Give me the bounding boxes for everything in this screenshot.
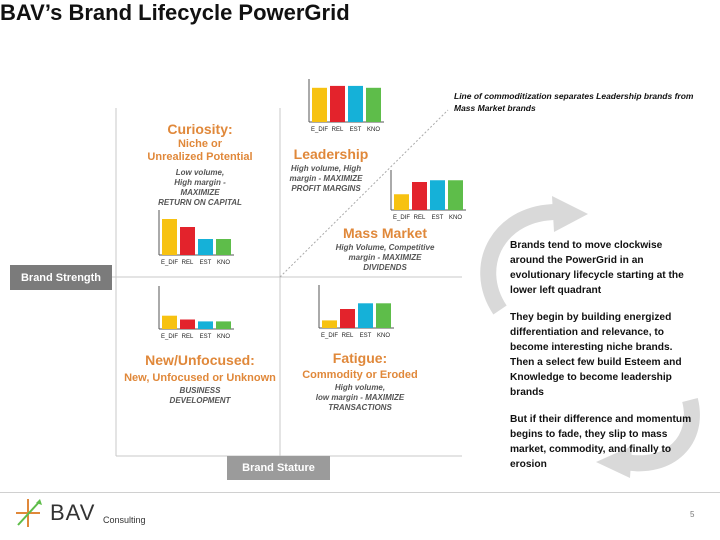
bar-tick-label: E_DIF [310, 127, 329, 133]
curiosity-title: Curiosity: [167, 121, 233, 137]
bar-leadership-rel [330, 86, 345, 122]
bar-tick-label: EST [349, 127, 362, 133]
new-unfocused-title: New/Unfocused: [145, 352, 255, 368]
leadership-desc: High volume, High margin - MAXIMIZE PROFIT MARGINS [289, 164, 363, 193]
curiosity-subtitle: Niche or Unrealized Potential [147, 138, 253, 163]
fatigue-desc: High volume, low margin - MAXIMIZE TRANSACTIONS [315, 383, 405, 412]
bar-tick-label: KNO [366, 127, 381, 133]
bar-mass_market-e_dif [394, 194, 409, 210]
cycle-arrow-top-head-icon [552, 196, 588, 232]
bar-tick-label: REL [331, 127, 344, 133]
bar-fatigue-est [358, 303, 373, 328]
footer-divider [0, 492, 720, 493]
bar-tick-label: KNO [448, 215, 463, 221]
bar-curiosity-rel [180, 227, 195, 255]
logo-sub: Consulting [103, 515, 146, 525]
bar-curiosity-e_dif [162, 219, 177, 255]
bar-tick-label: E_DIF [160, 260, 179, 266]
bar-leadership-kno [366, 88, 381, 122]
bar-new_unfocused-kno [216, 321, 231, 329]
bar-fatigue-rel [340, 309, 355, 328]
bar-curiosity-est [198, 239, 213, 255]
bar-tick-label: REL [181, 334, 194, 340]
bar-fatigue-kno [376, 303, 391, 328]
page-number: 5 [690, 510, 695, 519]
bar-new_unfocused-est [198, 321, 213, 329]
description-paragraph: They begin by building energized differentiation and relevance, to become interesting niche brands. Then a select few build Esteem and Knowledge to become leadership brands [510, 312, 682, 398]
bar-leadership-e_dif [312, 88, 327, 122]
bar-mass_market-kno [448, 180, 463, 210]
mass-market-title: Mass Market [342, 225, 428, 241]
bar-tick-label: EST [199, 260, 212, 266]
bar-tick-label: REL [181, 260, 194, 266]
bar-curiosity-kno [216, 239, 231, 255]
bar-leadership-est [348, 86, 363, 122]
bar-tick-label: KNO [376, 333, 391, 339]
bar-tick-label: EST [431, 215, 444, 221]
bav-logo-icon [14, 497, 46, 529]
description-paragraph: But if their difference and momentum begins to fade, they slip to mass market, commodity, and finally to erosion [510, 414, 692, 470]
bar-tick-label: EST [359, 333, 372, 339]
bar-tick-label: KNO [216, 260, 231, 266]
new-unfocused-subtitle: New, Unfocused or Unknown [124, 372, 276, 384]
bar-mass_market-rel [412, 182, 427, 210]
description-paragraph: Brands tend to move clockwise around the PowerGrid in an evolutionary lifecycle starting at the lower left quadrant [510, 240, 684, 296]
fatigue-title: Fatigue: [332, 350, 388, 366]
page-title: BAV’s Brand Lifecycle PowerGrid [0, 0, 350, 25]
bar-fatigue-e_dif [322, 320, 337, 328]
lifecycle-description [510, 238, 695, 484]
mass-market-desc: High Volume, Competitive margin - MAXIMIZE DIVIDENDS [335, 243, 435, 272]
bar-tick-label: REL [341, 333, 354, 339]
bar-tick-label: EST [199, 334, 212, 340]
bar-charts [159, 79, 466, 340]
curiosity-desc: Low volume, High margin - MAXIMIZE RETURN ON CAPITAL [158, 168, 242, 207]
fatigue-subtitle: Commodity or Eroded [302, 369, 418, 381]
bar-tick-label: E_DIF [392, 215, 411, 221]
leadership-title: Leadership [293, 146, 369, 162]
axis-x-label: Brand Stature [227, 456, 330, 480]
new-unfocused-desc: BUSINESS DEVELOPMENT [169, 386, 231, 405]
bar-new_unfocused-rel [180, 320, 195, 330]
commoditization-note: Line of commoditization separates Leadership brands from Mass Market brands [454, 91, 694, 113]
axis-y-label: Brand Strength [10, 265, 112, 290]
logo-name: BAV [50, 500, 96, 525]
bar-new_unfocused-e_dif [162, 316, 177, 329]
bar-tick-label: E_DIF [160, 334, 179, 340]
bar-mass_market-est [430, 180, 445, 210]
bar-tick-label: REL [413, 215, 426, 221]
bar-tick-label: E_DIF [320, 333, 339, 339]
bar-tick-label: KNO [216, 334, 231, 340]
